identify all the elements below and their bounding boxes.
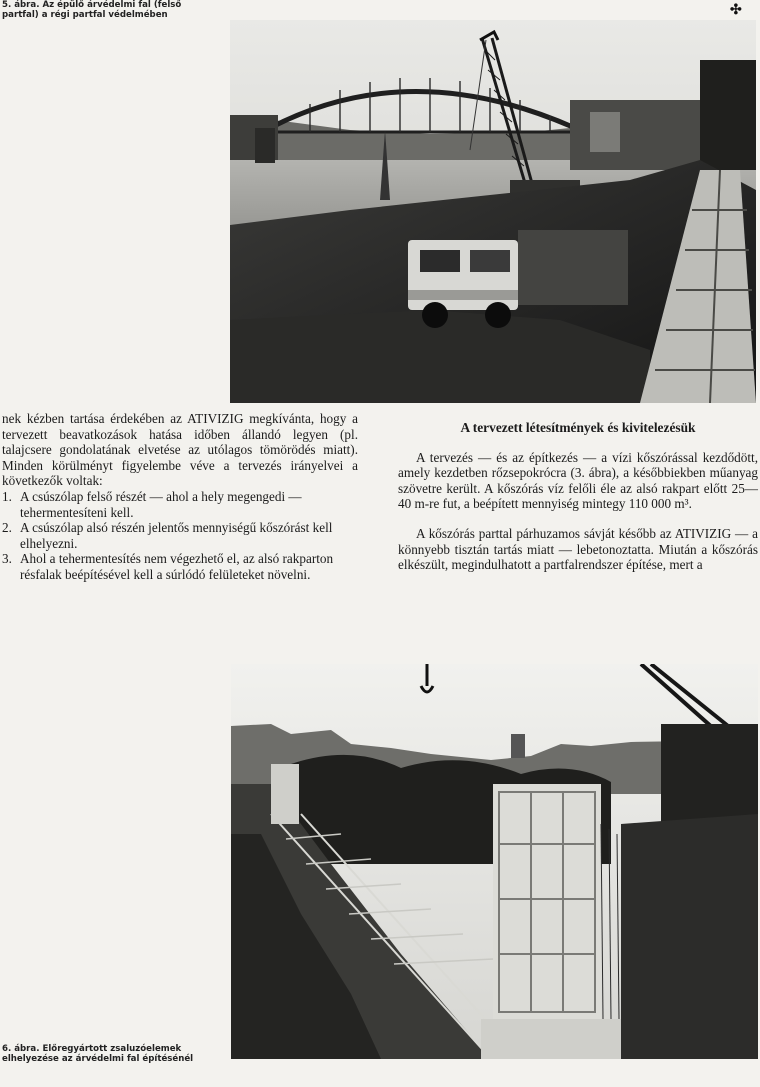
list-item <box>2 551 358 582</box>
paragraph: nek kézben tartása érdekében az ATIVIZIG megkívánta, hogy a tervezett beavatkozások hatása időben állandó legyen (pl. talajcsere gondolatának elvetése az utólagos tömörödés miatt). Minden körülményt figyelembe véve a tervezés irányelvei a következők voltak: <box>2 411 358 489</box>
section-heading: A tervezett létesítmények és kivitelezésük <box>460 420 696 435</box>
list-number: 2. <box>2 520 12 536</box>
formwork-image <box>231 664 758 1059</box>
caption-line: partfal) a régi partfal védelmében <box>2 9 168 20</box>
figure-6-caption <box>2 1045 193 1064</box>
list-item <box>2 520 358 551</box>
list-number: 3. <box>2 551 12 567</box>
caption-line: 5. ábra. Az épülő árvédelmi fal (felső <box>2 0 182 10</box>
list-item-text: Ahol a tehermentesítés nem végezhető el, az alsó rakparton résfalak beépítésével kell a súrlódó felületeket növelni. <box>20 551 334 582</box>
list-item-text: A csúszólap alsó részén jelentős mennyiségű kőszórást kell elhelyezni. <box>20 520 333 551</box>
right-text-column <box>398 420 758 587</box>
list-number: 1. <box>2 488 12 504</box>
list-item <box>2 489 358 520</box>
guideline-list <box>2 489 358 583</box>
left-text-column <box>2 411 358 583</box>
figure-6-photo <box>231 664 758 1059</box>
list-item-text: A csúszólap felső részét — ahol a hely megengedi — tehermentesíteni kell. <box>20 488 302 520</box>
paragraph: A kőszórás parttal párhuzamos sávját később az ATIVIZIG — a könnyebb tisztán tartás miatt — lebetonoztatta. Miután a kőszórás elkészült, megindulhatott a partfalrendszer építése, mert a <box>398 525 758 573</box>
construction-site-image <box>230 20 756 403</box>
paragraph: A tervezés — és az építkezés — a vízi kőszórással kezdődött, amely kezdetben rőzsepokrócra (3. ábra), a későbbiekben műanyag szövetre került. A kőszórás víz felőli éle az alsó rakpart előtt 25—40 m-re fut, a beépített mennyiség mintegy 110 000 m³. <box>398 449 758 512</box>
ornament-mark: ✣ <box>730 3 742 18</box>
figure-5-caption <box>2 1 181 20</box>
caption-line: elhelyezése az árvédelmi fal építésénél <box>2 1053 194 1064</box>
caption-line: 6. ábra. Előregyártott zsaluzóelemek <box>2 1044 182 1054</box>
figure-5-photo <box>230 20 756 403</box>
